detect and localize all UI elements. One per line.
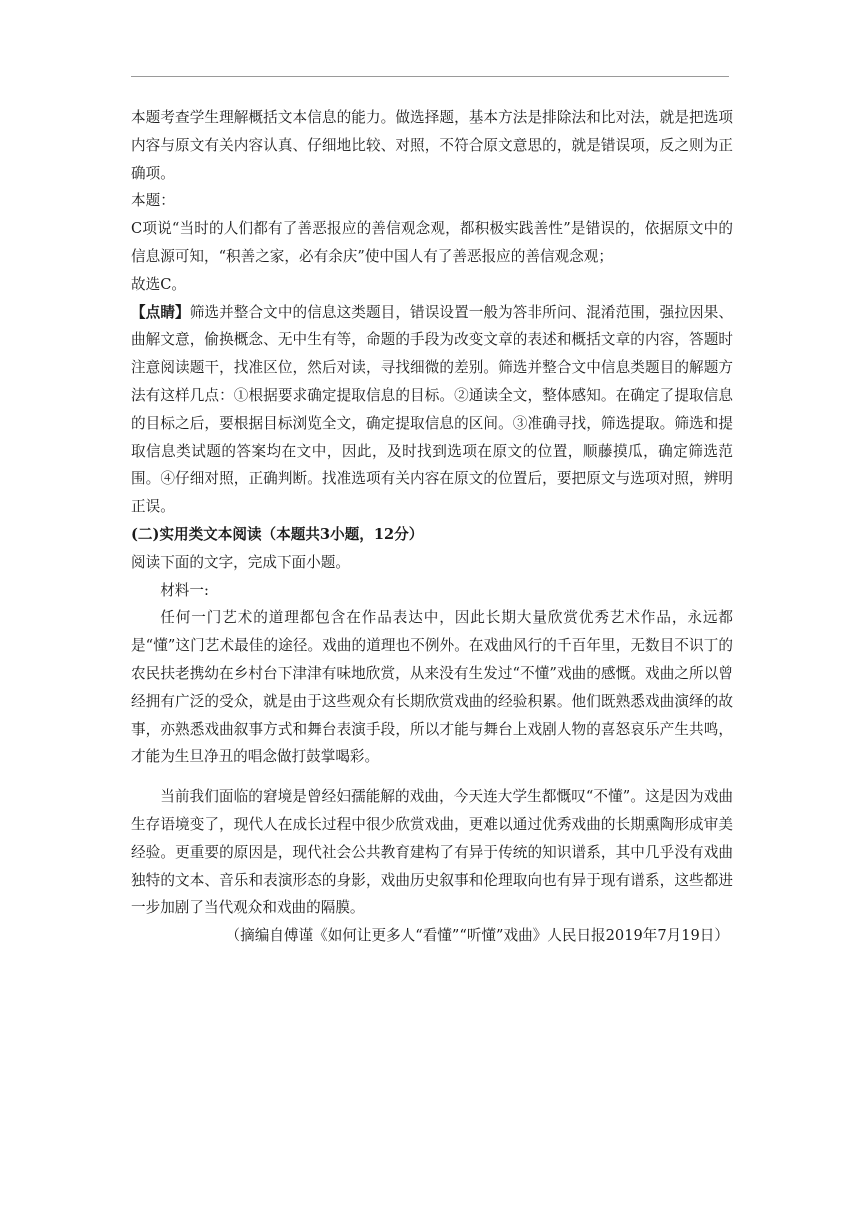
analysis-option-c: C项说“当时的人们都有了善恶报应的善信观念观，都积极实践善性”是错误的，依据原文中的信息源可知，“积善之家，必有余庆”使中国人有了善恶报应的善信观念观； xyxy=(131,220,733,265)
section-instruction: 阅读下面的文字，完成下面小题。 xyxy=(131,553,350,571)
source-citation: （摘编自傅谨《如何让更多人“看懂”“听懂”戏曲》人民日报2019年7月19日） xyxy=(225,927,729,945)
analysis-paragraph: 本题考查学生理解概括文本信息的能力。做选择题，基本方法是排除法和比对法，就是把选项内容与原文有关内容认真、仔细地比较、对照，不符合原文意思的，就是错误项，反之则为正确项。 xyxy=(131,109,733,182)
note-paragraph xyxy=(131,299,733,521)
header-rule xyxy=(131,76,729,77)
document-body xyxy=(131,104,733,950)
analysis-label: 本题： xyxy=(131,192,175,210)
note-tag: 【点睛】 xyxy=(131,303,190,321)
material-paragraph-1: 任何一门艺术的道理都包含在作品表达中，因此长期大量欣赏优秀艺术作品，永远都是“懂”这门艺术最佳的途径。戏曲的道理也不例外。在戏曲风行的千百年里，无数目不识丁的农民扶老携幼在乡村台下津津有味地欣赏，从来没有生发过“不懂”戏曲的感慨。戏曲之所以曾经拥有广泛的受众，就是由于这些观众有长期欣赏戏曲的经验积累。他们既熟悉戏曲演绎的故事，亦熟悉戏曲叙事方式和舞台表演手段，所以才能与舞台上戏剧人物的喜怒哀乐产生共鸣，才能为生旦净丑的唱念做打鼓掌喝彩。 xyxy=(131,609,733,766)
note-text: 筛选并整合文中的信息这类题目，错误设置一般为答非所问、混淆范围，强拉因果、曲解文意，偷换概念、无中生有等，命题的手段为改变文章的表述和概括文章的内容，答题时注意阅读题干，找准区位，然后对读，寻找细微的差别。筛选并整合文中信息类题目的解题方法有这样几点：①根据要求确定提取信息的目标。②通读全文，整体感知。在确定了提取信息的目标之后，要根据目标浏览全文，确定提取信息的区间。③准确寻找，筛选提取。筛选和提取信息类试题的答案均在文中，因此，及时找到选项在原文的位置，顺藤摸瓜，确定筛选范围。④仔细对照，正确判断。找准选项有关内容在原文的位置后，要把原文与选项对照，辨明正误。 xyxy=(131,303,733,516)
answer-line: 故选C。 xyxy=(131,275,186,293)
section-heading: (二)实用类文本阅读（本题共3小题，12分） xyxy=(131,525,424,543)
material-paragraph-2: 当前我们面临的窘境是曾经妇孺能解的戏曲，今天连大学生都慨叹“不懂”。这是因为戏曲生存语境变了，现代人在成长过程中很少欣赏戏曲，更难以通过优秀戏曲的长期熏陶形成审美经验。更重要的原因是，现代社会公共教育建构了有异于传统的知识谱系，其中几乎没有戏曲独特的文本、音乐和表演形态的身影，戏曲历史叙事和伦理取向也有异于现有谱系，这些都进一步加剧了当代观众和戏曲的隔膜。 xyxy=(131,788,733,917)
material-label: 材料一: xyxy=(160,581,209,599)
